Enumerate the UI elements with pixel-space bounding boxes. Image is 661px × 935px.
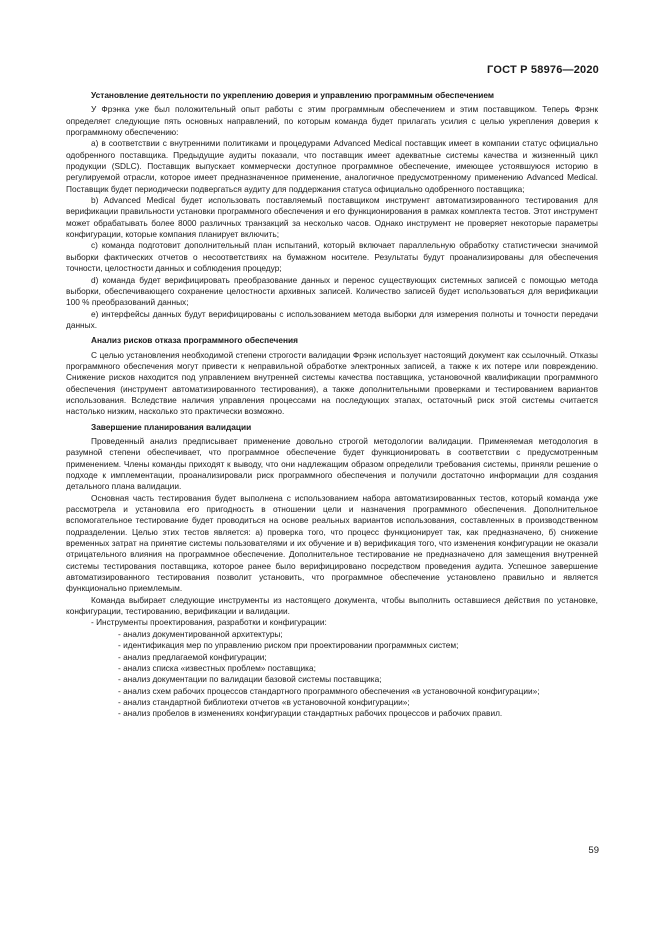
paragraph-item-a: a) в соответствии с внутренними политиками и процедурами Advanced Medical поставщик имеет в компании статус официально одобренного поставщика. Предыдущие аудиты показали, что поставщик имеет адекватные системы качества и жизненный цикл продукции (SDLC). Поставщик выпускает коммерчески доступное программное обеспечение, имеющее устоявшуюся историю в регулируемой отрасли, которое имеет предназначенное применение, аналогичное предусмотренному применению Advanced Medical. Поставщик будет периодически подвергаться аудиту для поддержания статуса официально одобренного поставщика; [66,138,598,194]
section-heading-validation-planning: Завершение планирования валидации [91,421,252,432]
paragraph-item-e: e) интерфейсы данных будут верифицированы с использованием метода выборки для измерения полноты и точности передачи данных. [66,308,598,330]
list-item: - анализ списка «известных проблем» поставщика; [118,662,316,673]
document-body [66,90,598,720]
list-item: - анализ документированной архитектуры; [118,628,283,639]
section-heading-trust: Установление деятельности по укреплению доверия и управлению программным обеспечением [91,90,495,100]
paragraph: Команда выбирает следующие инструменты из настоящего документа, чтобы выполнить оставшиеся действия по установке, конфигурации, тестированию, верификации и валидации. [66,594,598,617]
paragraph-item-b: b) Advanced Medical будет использовать поставляемый поставщиком инструмент автоматизированного тестирования для верификации правильности установки программного обеспечения и его функционирования в рамках комплекта тестов. Этот инструмент может обрабатывать более 8000 различных транзакций за несколько часов. Однако инструмент не проверяет некоторые параметры конфигурации, которые компания планирует включить; [66,195,598,240]
list-item: - анализ стандартной библиотеки отчетов «в установочной конфигурации»; [118,696,410,707]
list-item: - анализ документации по валидации базовой системы поставщика; [118,674,382,685]
paragraph-item-c: c) команда подготовит дополнительный план испытаний, который включает параллельную обработку статистически значимой выборки фактических отчетов о несоответствиях на бумажном носителе. Результаты будут проанализированы для обеспечения точности, целостности данных и соблюдения процедур; [66,240,598,274]
list-item: - анализ пробелов в изменениях конфигурации стандартных рабочих процессов и рабочих правил. [118,708,503,719]
page-number: 59 [588,845,599,856]
tools-list-heading: - Инструменты проектирования, разработки и конфигурации: [91,617,327,628]
paragraph: Проведенный анализ предписывает применение довольно строгой методологии валидации. Применяемая методология в разумной степени обеспечивает, что программное обеспечение будет функционировать в соответствии с предусмотренным применением. Члены команды приходят к выводу, что они надлежащим образом определили требования системы, приняли решение о подходе к имплементации, проанализировали риск программного обеспечения и получили достаточно информации для создания детального плана валидации. [66,435,598,492]
list-item: - идентификация мер по управлению риском при проектировании программных систем; [118,640,459,651]
tools-list [66,629,598,720]
list-item: - анализ предлагаемой конфигурации; [118,651,267,662]
section-heading-risk-analysis: Анализ рисков отказа программного обеспечения [91,335,298,346]
list-item: - анализ схем рабочих процессов стандартного программного обеспечения «в установочной конфигурации»; [118,685,540,696]
paragraph: У Фрэнка уже был положительный опыт работы с этим программным обеспечением и этим поставщиком. Теперь Фрэнк определяет следующие пять основных направлений, по которым команда будет прилагать усилия с целью укрепления доверия к программному обеспечению: [66,104,598,138]
paragraph: Основная часть тестирования будет выполнена с использованием набора автоматизированных тестов, который команда уже рассмотрела и установила его пригодность в отношении цели и назначения программного обеспечения. Дополнительное вспомогательное тестирование будет проводиться на основе реальных вариантов использования, составленных в производственном подразделении. Целью этих тестов является: а) проверка того, что процесс функционирует так, как предназначено, б) снижение временных затрат на принятие системы пользователями и их обучение и в) верификация того, что изменения конфигурации не оказали отрицательного влияния на программное обеспечение. Дополнительное тестирование не предназначено для замещения внутренней системы тестирования поставщика, которое ранее было верифицировано посредством проведения аудита. Успешное завершение автоматизированного тестирования позволит установить, что программное обеспечение установлено правильно и является функционально приемлемым. [66,492,598,594]
paragraph: С целью установления необходимой степени строгости валидации Фрэнк использует настоящий документ как ссылочный. Отказы программного обеспечения могут привести к неправильной обработке электронных записей, а также к их потере или повреждению. Снижение рисков находится под управлением внутренней системы качества поставщика, установочной квалификации программного обеспечения (инструмент автоматизированного тестирования), а также дополнительными проверками и тестированием вариантов использования. Вследствие наличия управления процессами на последующих этапах, остаточный риск этой системы считается настолько низким, насколько это практически возможно. [66,349,598,417]
paragraph-item-d: d) команда будет верифицировать преобразование данных и перенос существующих системных записей с помощью метода выборки, обеспечивающего сохранение целостности архивных записей. Количество записей будет использоваться для верификации 100 % преобразований данных; [66,274,598,308]
standard-identifier: ГОСТ Р 58976—2020 [487,64,599,76]
